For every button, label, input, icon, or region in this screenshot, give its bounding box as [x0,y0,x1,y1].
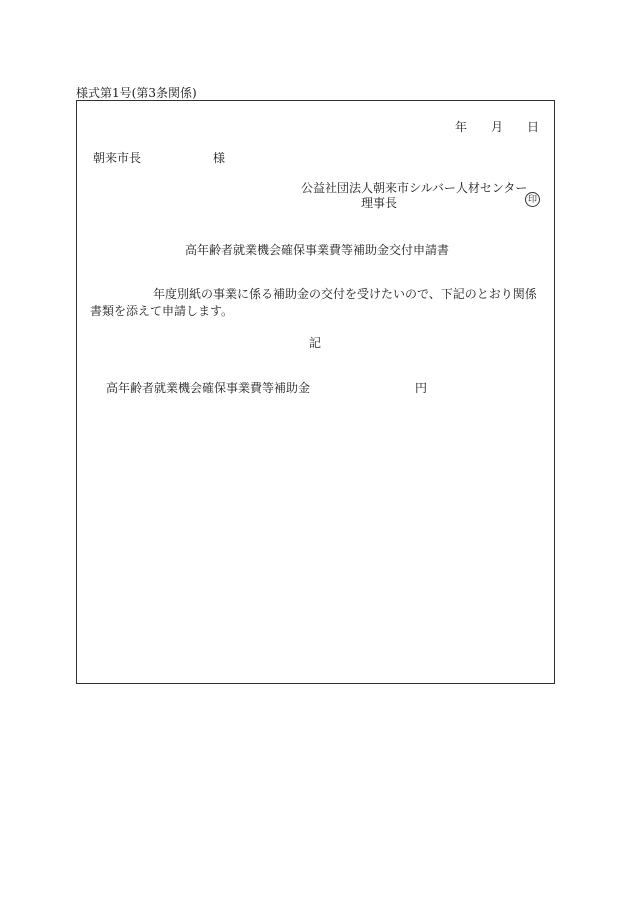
ki-heading: 記 [309,336,322,350]
addressee-honorific: 様 [213,151,226,165]
applicant-title: 理事長 [361,196,398,210]
date-day: 日 [527,120,540,134]
document-title: 高年齢者就業機会確保事業費等補助金交付申請書 [185,243,450,257]
date-month: 月 [491,120,504,134]
body-paragraph: 年度別紙の事業に係る補助金の交付を受けたいので、下記のとおり関係書類を添えて申請します。 [90,287,537,318]
applicant-organization: 公益社団法人朝来市シルバー人材センター [301,181,528,195]
addressee-name: 朝来市長 [93,151,142,165]
subsidy-unit: 円 [415,381,428,395]
seal-mark: 印 [525,192,540,207]
form-number: 様式第1号(第3条関係) [76,86,197,100]
subsidy-label: 高年齢者就業機会確保事業費等補助金 [106,381,311,395]
date-year: 年 [455,120,468,134]
